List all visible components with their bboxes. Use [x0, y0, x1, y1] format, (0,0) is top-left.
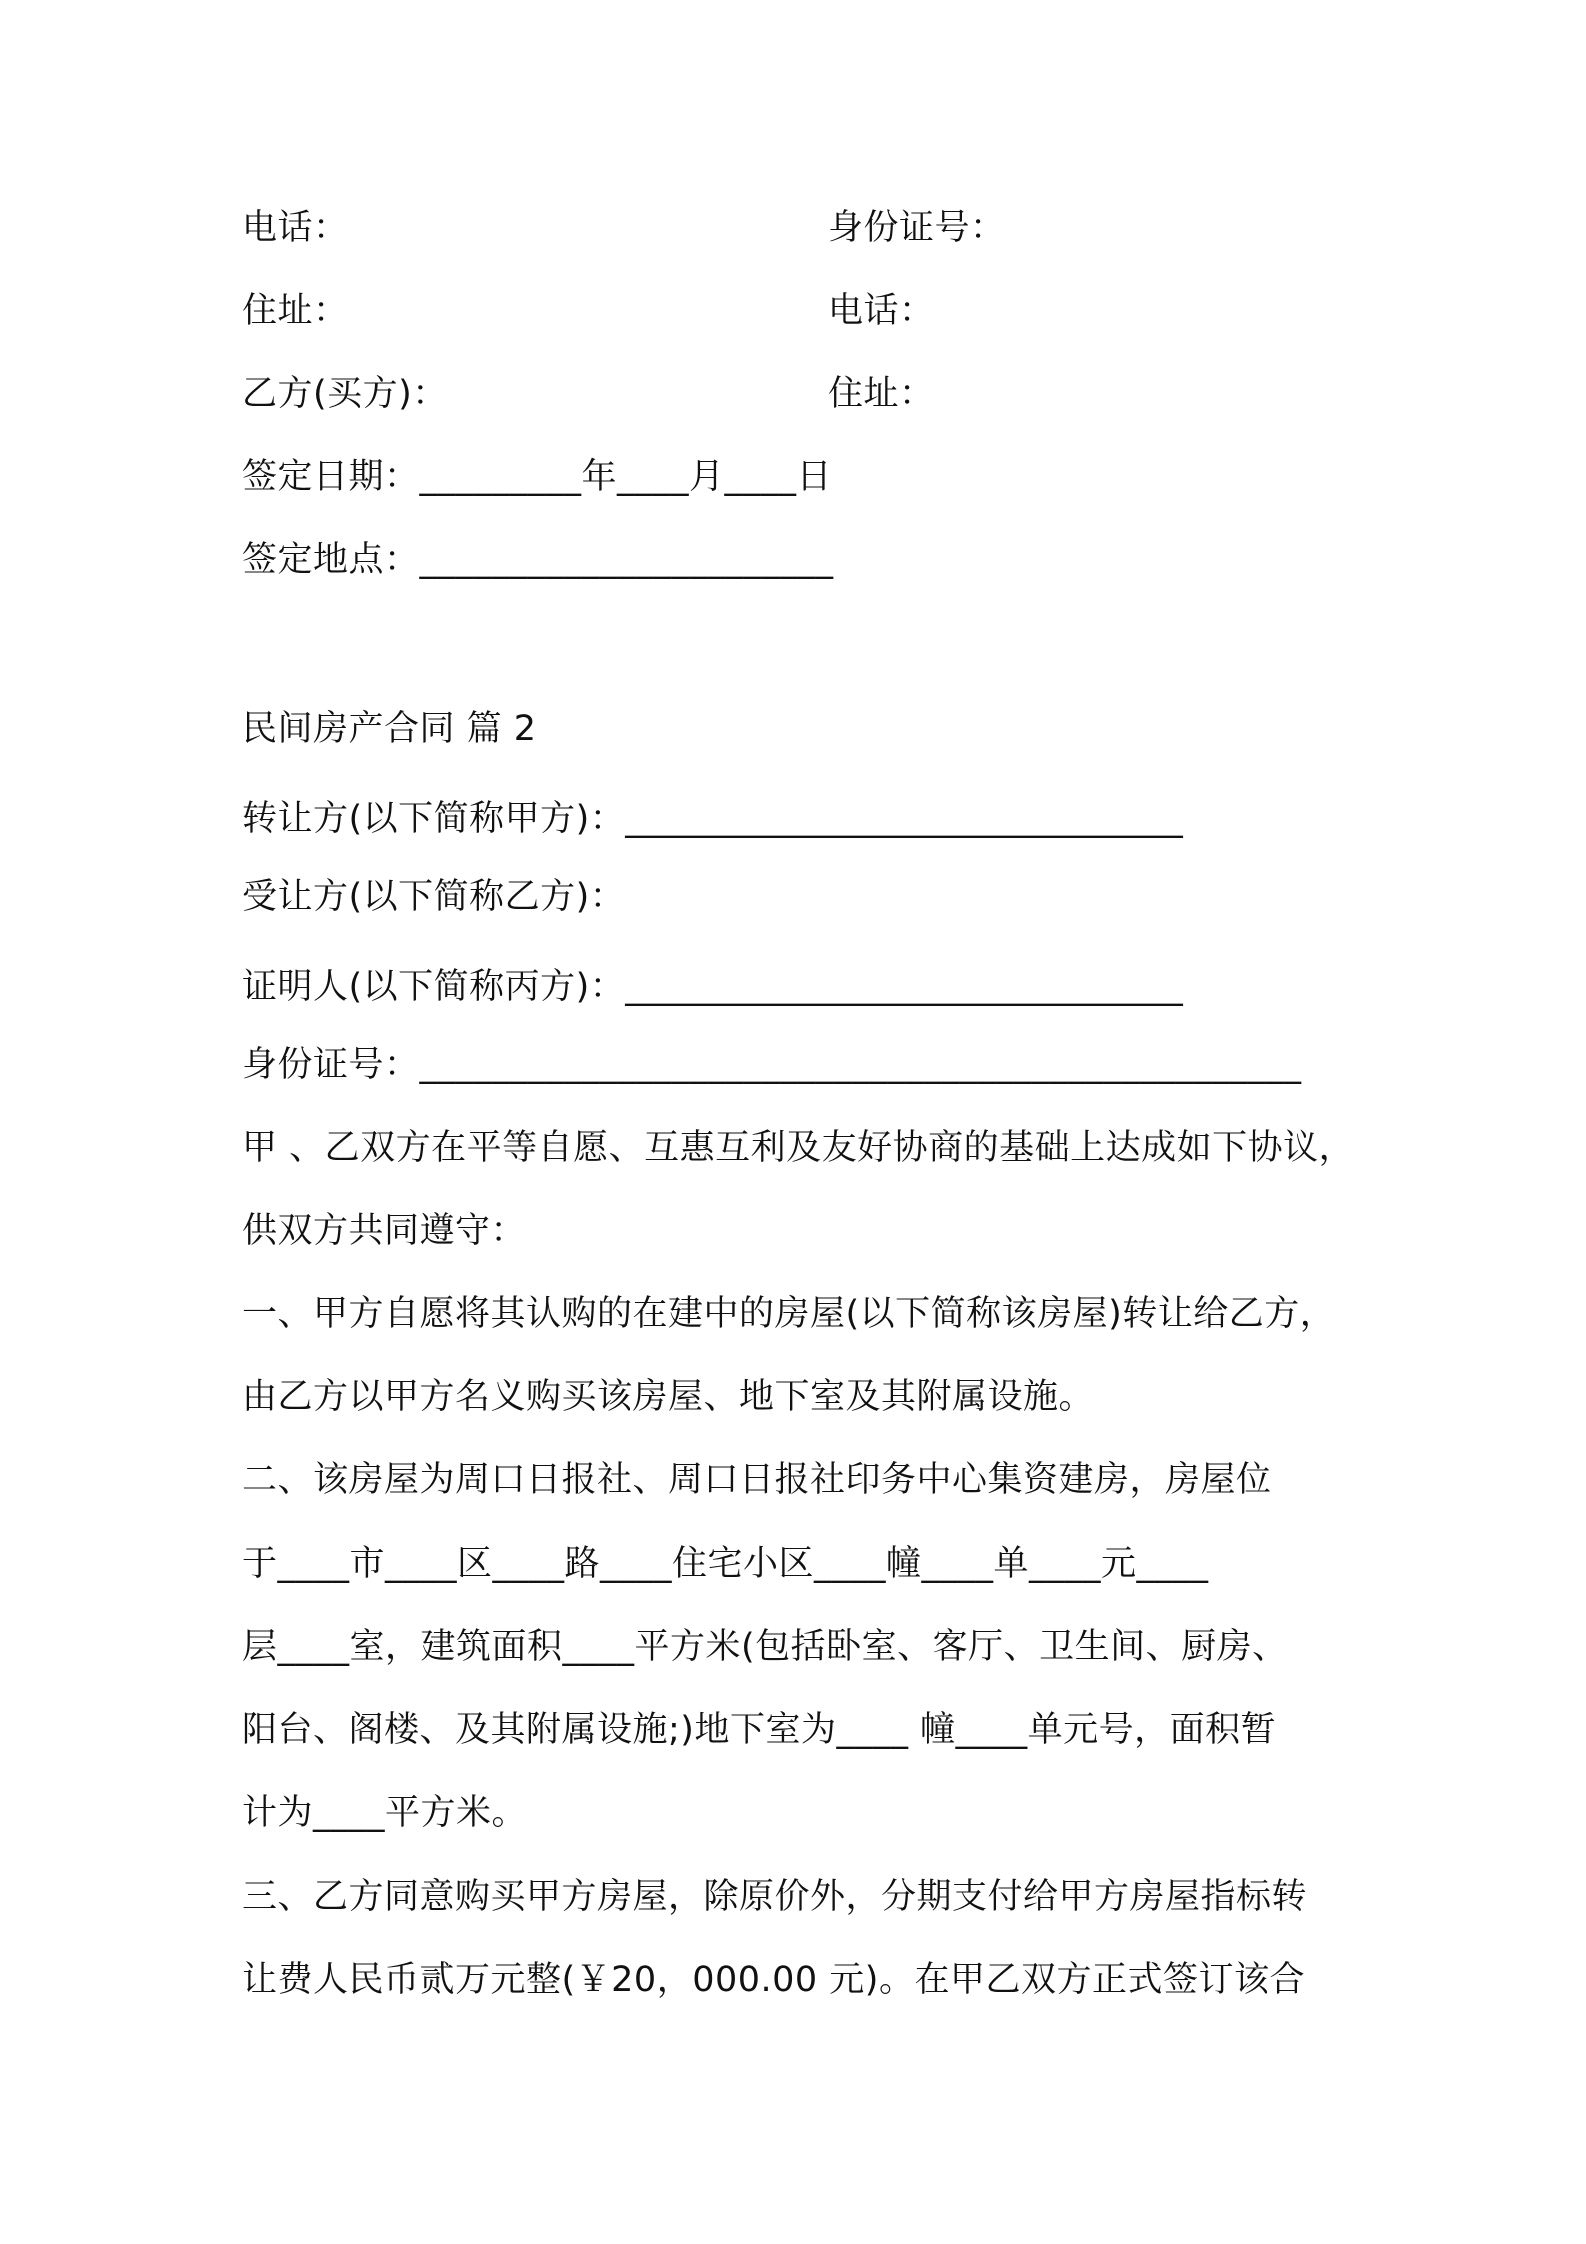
address-label-left: 住址： — [242, 291, 349, 331]
paragraph-line: 让费人民币贰万元整(￥20，000.00 元)。在甲乙双方正式签订该合 — [242, 1960, 1305, 2000]
signing-date-line: 签定日期：_________年____月____日 — [242, 457, 833, 497]
paragraph-line: 供双方共同遵守： — [242, 1211, 527, 1251]
transferor-line: 转让方(以下简称甲方)：_______________________________ — [242, 799, 1184, 839]
paragraph-line: 三、乙方同意购买甲方房屋，除原价外，分期支付给甲方房屋指标转 — [242, 1877, 1308, 1917]
paragraph-line: 于____市____区____路____住宅小区____幢____单____元____ — [242, 1544, 1209, 1584]
party-b-buyer-label: 乙方(买方)： — [242, 374, 448, 414]
id-number-label-right: 身份证号： — [828, 208, 1006, 248]
paragraph-line: 计为____平方米。 — [242, 1793, 528, 1833]
section-title: 民间房产合同 篇 2 — [242, 709, 537, 749]
paragraph-line: 甲 、乙双方在平等自愿、互惠互利及友好协商的基础上达成如下协议， — [242, 1128, 1355, 1168]
transferee-line: 受让方(以下简称乙方)： — [242, 877, 626, 917]
witness-line: 证明人(以下简称丙方)：_______________________________ — [242, 967, 1184, 1007]
phone-label-left: 电话： — [242, 208, 349, 248]
signing-place-line: 签定地点：_______________________ — [242, 540, 834, 580]
address-label-right: 住址： — [828, 374, 935, 414]
phone-label-right: 电话： — [828, 291, 935, 331]
id-number-line: 身份证号：_________________________________________________ — [242, 1045, 1302, 1085]
paragraph-line: 一、甲方自愿将其认购的在建中的房屋(以下简称该房屋)转让给乙方， — [242, 1294, 1336, 1334]
paragraph-line: 阳台、阁楼、及其附属设施;)地下室为____ 幢____单元号，面积暂 — [242, 1710, 1277, 1750]
paragraph-line: 层____室，建筑面积____平方米(包括卧室、客厅、卫生间、厨房、 — [242, 1627, 1288, 1667]
paragraph-line: 二、该房屋为周口日报社、周口日报社印务中心集资建房，房屋位 — [242, 1460, 1272, 1500]
paragraph-line: 由乙方以甲方名义购买该房屋、地下室及其附属设施。 — [242, 1377, 1095, 1417]
